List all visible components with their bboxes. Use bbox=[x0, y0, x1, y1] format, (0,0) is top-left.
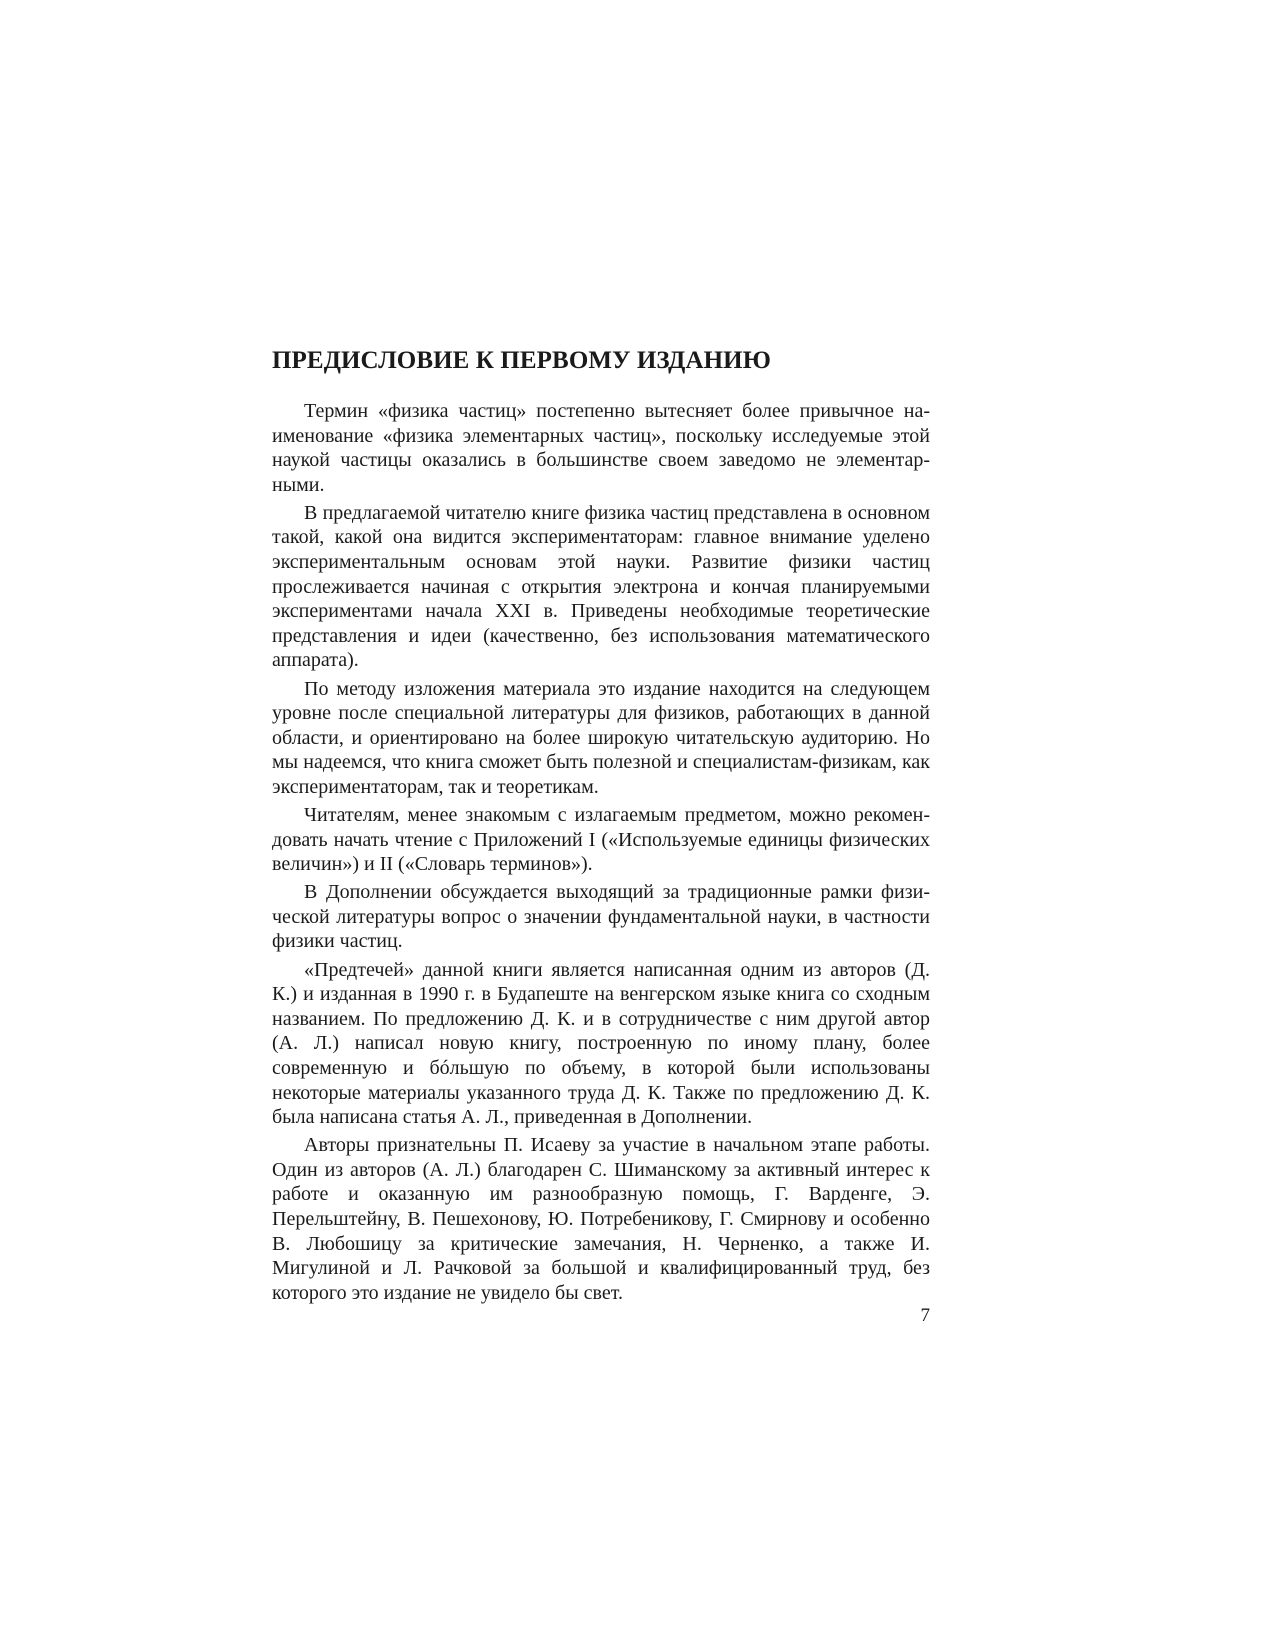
paragraph-3: По методу изложения материала это издание находится на следующем уровне после специальной литературы для физиков, работающих в данной области, и ориентировано на более широкую читательскую аудиторию. Но мы надеемся, что книга сможет быть полезной и специалистам-физикам, как экспериментаторам, так и теоретикам. bbox=[272, 677, 930, 798]
section-title: ПРЕДИСЛОВИЕ К ПЕРВОМУ ИЗДАНИЮ bbox=[272, 347, 771, 374]
paragraph-4: Читателям, менее знакомым с излагаемым предметом, можно рекомендовать начать чтение с Приложений I («Используемые единицы физических величин») и II («Словарь терминов»). bbox=[272, 804, 930, 876]
paragraph-6: «Предтечей» данной книги является написанная одним из авторов (Д. К.) и изданная в 1990 г. в Будапеште на венгерском языке книга со сходным названием. По предложению Д. К. и в сотрудничестве с ним другой автор (А. Л.) написал новую книгу, построенную по иному плану, более современную и бóльшую по объему, в которой были использованы некоторые материалы указанного труда Д. К. Также по предложению Д. К. была написана статья А. Л., приведенная в Дополнении. bbox=[272, 958, 930, 1129]
page-number: 7 bbox=[920, 1305, 930, 1326]
paragraph-7: Авторы признательны П. Исаеву за участие в начальном этапе работы. Один из авторов (А. Л.) благодарен С. Шиманскому за активный интерес к работе и оказанную им разнообразную помощь, Г. Варденге, Э. Перельштейну, В. Пешехонову, Ю. Потребеникову, Г. Смирнову и особенно В. Любошицу за критические замечания, Н. Черненко, а также И. Мигулиной и Л. Рачковой за большой и квалифицированный труд, без которого это издание не увидело бы свет. bbox=[272, 1134, 930, 1304]
paragraph-1: Термин «физика частиц» постепенно вытесняет более привычное наименование «физика элементарных частиц», поскольку исследуемые этой наукой частицы оказались в большинстве своем заведомо не элементарными. bbox=[272, 400, 930, 496]
paragraph-2: В предлагаемой читателю книге физика частиц представлена в основном такой, какой она видится экспериментаторам: главное внимание уделено экспериментальным основам этой науки. Развитие физики частиц прослеживается начиная с открытия электрона и кончая планируемыми экспериментами начала XXI в. Приведены необходимые теоретические представления и идеи (качественно, без использования математического аппарата). bbox=[272, 501, 930, 672]
preface-body bbox=[272, 399, 930, 1309]
paragraph-5: В Дополнении обсуждается выходящий за традиционные рамки физической литературы вопрос о значении фундаментальной науки, в частности физики частиц. bbox=[272, 881, 930, 953]
